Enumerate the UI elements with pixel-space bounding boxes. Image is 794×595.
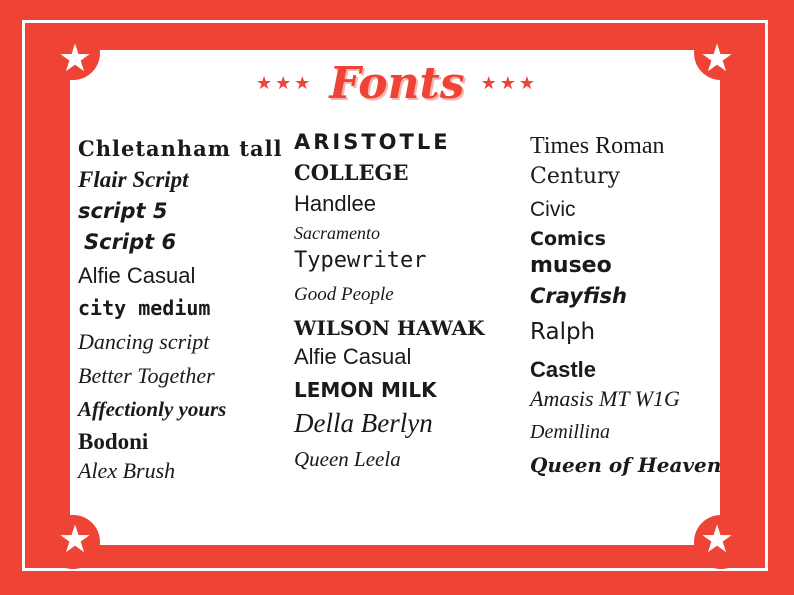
font-column-3 [530, 128, 721, 475]
font-name-item: Chletanham tall [78, 136, 283, 161]
font-name-item: script 5 [78, 199, 168, 223]
font-name-item: Crayfish [530, 284, 627, 308]
font-name-item: WILSON HAWAK [294, 316, 485, 340]
font-name-item: Century [530, 164, 620, 189]
font-name-item: Ralph [530, 319, 596, 345]
font-name-item: Queen of Heaven [530, 453, 722, 477]
font-name-item: museo [530, 253, 612, 278]
font-name-item: Bodoni [78, 429, 149, 454]
font-name-item: Flair Script [78, 167, 189, 192]
font-name-item: Alex Brush [78, 458, 176, 483]
font-name-item: ARISTOTLE [294, 130, 451, 154]
font-name-item: Affectionly yours [78, 397, 227, 421]
title-row [0, 55, 794, 111]
font-name-item: Comics [530, 228, 606, 250]
font-name-item: Alfie Casual [78, 263, 196, 288]
star-icon: ★★★ [480, 72, 539, 94]
font-name-item: Della Berlyn [294, 408, 433, 438]
star-icon: ★ [58, 36, 93, 80]
font-name-item: Typewriter [294, 248, 427, 273]
font-column-2 [294, 128, 485, 470]
font-name-item: Castle [530, 357, 597, 382]
font-name-item: Good People [294, 284, 394, 305]
font-name-item: Handlee [294, 191, 376, 216]
font-name-item: Better Together [78, 363, 215, 388]
font-name-item: Civic [530, 198, 576, 221]
font-name-item: Demillina [530, 421, 610, 443]
font-name-item: LEMON MILK [294, 378, 437, 402]
font-column-1 [78, 128, 283, 482]
font-name-item: Sacramento [294, 223, 380, 243]
font-name-item: Script 6 [84, 230, 177, 254]
star-icon: ★ [58, 517, 93, 561]
font-name-item: Dancing script [78, 329, 210, 354]
star-icon: ★ [700, 517, 735, 561]
star-icon: ★★★ [255, 72, 314, 94]
font-name-item: COLLEGE [294, 160, 409, 185]
page-title: Fonts [329, 57, 465, 109]
star-icon: ★ [700, 36, 735, 80]
font-name-item: Alfie Casual [294, 344, 412, 369]
font-name-item: city medium [78, 296, 211, 320]
font-name-item: Amasis MT W1G [530, 386, 680, 411]
font-name-item: Times Roman [530, 133, 665, 159]
font-name-item: Queen Leela [294, 447, 401, 471]
